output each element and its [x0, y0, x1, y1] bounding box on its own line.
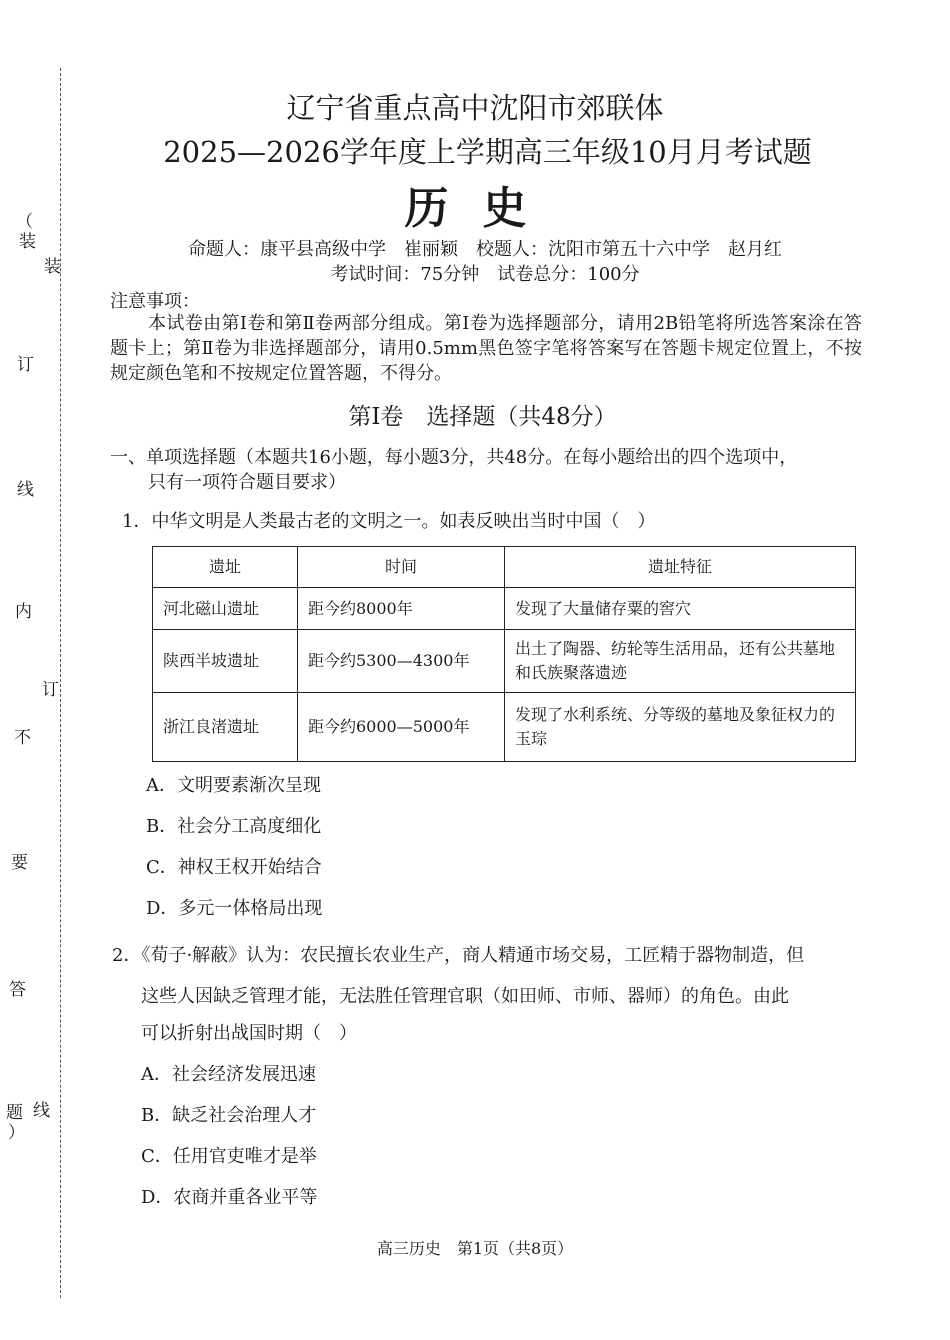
- table-cell: 发现了大量储存粟的窖穴: [505, 588, 856, 630]
- part-heading-line2: 只有一项符合题目要求）: [148, 472, 346, 493]
- section-title: 第Ⅰ卷 选择题（共48分）: [348, 404, 617, 430]
- question-2-stem-line2: 这些人因缺乏管理才能，无法胜任管理官职（如田师、市师、器师）的角色。由此: [141, 986, 789, 1007]
- question-1-option-d: D．多元一体格局出现: [146, 898, 323, 919]
- table-cell: 陕西半坡遗址: [153, 630, 298, 693]
- table-row: [153, 588, 856, 630]
- notes-heading: 注意事项：: [110, 291, 200, 312]
- question-2-option-c: C．任用官吏唯才是举: [141, 1146, 317, 1167]
- exam-union-title: 辽宁省重点高中沈阳市郊联体: [286, 91, 664, 125]
- margin-char: 线: [33, 1101, 50, 1121]
- exam-info-line: 考试时间：75分钟 试卷总分：100分: [330, 264, 640, 285]
- question-2-stem-line3: 可以折射出战国时期（ ）: [141, 1023, 357, 1044]
- table-cell: 浙江良渚遗址: [153, 693, 298, 762]
- margin-char: ）: [8, 1123, 25, 1143]
- margin-char: 订: [17, 355, 34, 375]
- margin-char: 订: [42, 680, 59, 700]
- margin-char: 内: [15, 602, 32, 622]
- table-cell: 河北磁山遗址: [153, 588, 298, 630]
- question-1-option-c: C．神权王权开始结合: [146, 857, 322, 878]
- question-2-option-d: D．农商并重各业平等: [141, 1187, 318, 1208]
- question-1-table: [152, 546, 856, 762]
- part-heading-line1: 一、单项选择题（本题共16小题，每小题3分，共48分。在每小题给出的四个选项中，: [110, 447, 798, 468]
- table-cell: 距今约6000—5000年: [298, 693, 505, 762]
- table-cell: 距今约5300—4300年: [298, 630, 505, 693]
- part-heading: [110, 445, 870, 495]
- question-1-stem: 1．中华文明是人类最古老的文明之一。如表反映出当时中国（ ）: [122, 511, 656, 532]
- margin-char: 线: [17, 480, 34, 500]
- exam-term-title: 2025—2026学年度上学期高三年级10月月考试题: [163, 135, 812, 169]
- table-header: 遗址: [153, 547, 298, 588]
- page-footer: 高三历史 第1页（共8页）: [376, 1239, 574, 1258]
- margin-char: 题: [6, 1103, 23, 1123]
- table-cell: 发现了水利系统、分等级的墓地及象征权力的玉琮: [505, 693, 856, 762]
- margin-char: （: [16, 212, 33, 232]
- margin-char: 要: [11, 853, 28, 873]
- margin-char: 答: [9, 980, 26, 1000]
- table-cell: 出土了陶器、纺轮等生活用品，还有公共墓地和氏族聚落遗迹: [505, 630, 856, 693]
- subject-title: 历史: [404, 183, 561, 234]
- table-row: [153, 630, 856, 693]
- question-1-option-a: A．文明要素渐次呈现: [146, 775, 321, 796]
- notes-body: 本试卷由第Ⅰ卷和第Ⅱ卷两部分组成。第Ⅰ卷为选择题部分，请用2B铅笔将所选答案涂在答题卡上；第Ⅱ卷为非选择题部分，请用0.5mm黑色签字笔将答案写在答题卡规定位置上，不按规定颜色笔和不按规定位置答题，不得分。: [110, 313, 862, 384]
- margin-char: 不: [14, 728, 31, 748]
- margin-char: 装: [44, 257, 61, 277]
- table-header: 遗址特征: [505, 547, 856, 588]
- question-2-option-b: B．缺乏社会治理人才: [141, 1105, 317, 1126]
- margin-char: 装: [19, 232, 36, 252]
- table-header: 时间: [298, 547, 505, 588]
- question-2-option-a: A．社会经济发展迅速: [141, 1064, 316, 1085]
- table-row: [153, 693, 856, 762]
- table-cell: 距今约8000年: [298, 588, 505, 630]
- question-1-option-b: B．社会分工高度细化: [146, 816, 322, 837]
- question-2-stem-line1: 2．《荀子·解蔽》认为：农民擅长农业生产，商人精通市场交易，工匠精于器物制造，但: [112, 945, 805, 966]
- authors-line: 命题人：康平县高级中学 崔丽颖 校题人：沈阳市第五十六中学 赵月红: [188, 239, 782, 260]
